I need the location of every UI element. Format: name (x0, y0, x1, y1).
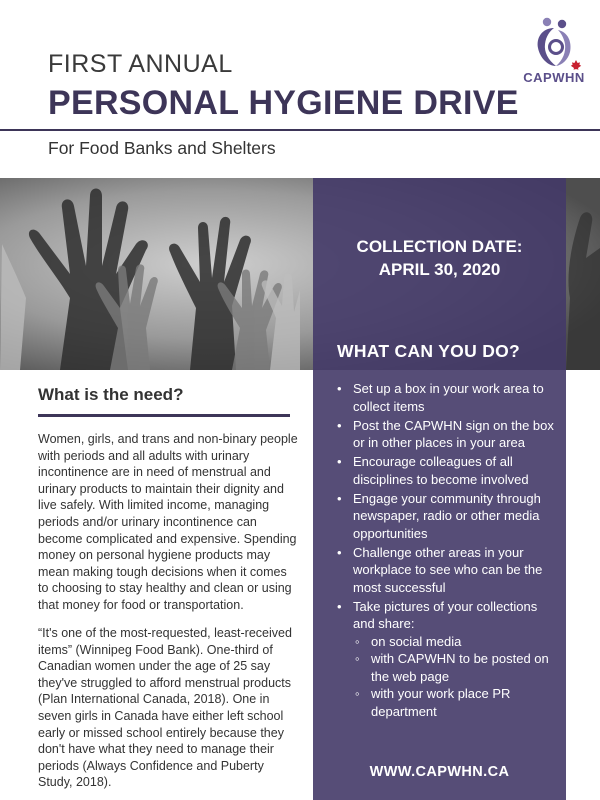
capwhn-logo (518, 14, 590, 88)
share-options-list (353, 633, 557, 721)
action-item: • Set up a box in your work area to collect items (335, 380, 557, 415)
page-title: PERSONAL HYGIENE DRIVE (48, 84, 519, 122)
sup-title: FIRST ANNUAL (48, 50, 233, 78)
action-item: • Encourage colleagues of all disciplines to become involved (335, 453, 557, 488)
mother-and-baby-icon (518, 14, 590, 70)
header (0, 0, 600, 178)
action-item: • Challenge other areas in your workplace to see who can be the most successful (335, 544, 557, 597)
action-item: • Engage your community through newspaper, radio or other media opportunities (335, 490, 557, 543)
need-paragraph-1: Women, girls, and trans and non-binary people with periods and all adults with urinary incontinence are in need of menstrual and urinary products to maintain their dignity and live safely. With limited income, managing periods and/or urinary incontinence can become complicated and expensive. Spending money on personal hygiene products may mean making tough decisions when it comes to choosing to stay healthy and clean or using that money for food or transportation. (38, 432, 298, 612)
need-heading: What is the need? (38, 385, 184, 404)
title-divider (0, 129, 600, 131)
website-link[interactable]: WWW.CAPWHN.CA (369, 764, 510, 780)
action-list (335, 380, 557, 722)
action-item-share-label: Take pictures of your collections and share: (353, 598, 538, 631)
need-divider (38, 414, 290, 417)
subtitle: For Food Banks and Shelters (48, 138, 276, 158)
need-paragraph-2: “It's one of the most-requested, least-received items” (Winnipeg Food Bank). One-third of Canadian women under the age of 25 say they've struggled to afford menstrual products (Plan International Canada, 2018). One in seven girls in Canada have either left school early or missed school entirely because they don't have what they need to manage their periods (Always Confidence and Puberty Study, 2018). (38, 626, 292, 790)
share-option: ◦ with CAPWHN to be posted on the web page (353, 650, 557, 685)
action-item: • Post the CAPWHN sign on the box or in other places in your area (335, 417, 557, 452)
logo-text: CAPWHN (523, 70, 585, 85)
collection-date-label: COLLECTION DATE: (356, 237, 523, 256)
share-option: ◦ with your work place PR department (353, 685, 557, 720)
collection-date-value: APRIL 30, 2020 (378, 260, 501, 279)
action-item-share (335, 598, 557, 721)
share-option: ◦ on social media (353, 633, 557, 651)
collection-date (313, 235, 566, 281)
action-panel (313, 178, 566, 800)
what-can-you-do-heading: WHAT CAN YOU DO? (337, 341, 521, 361)
